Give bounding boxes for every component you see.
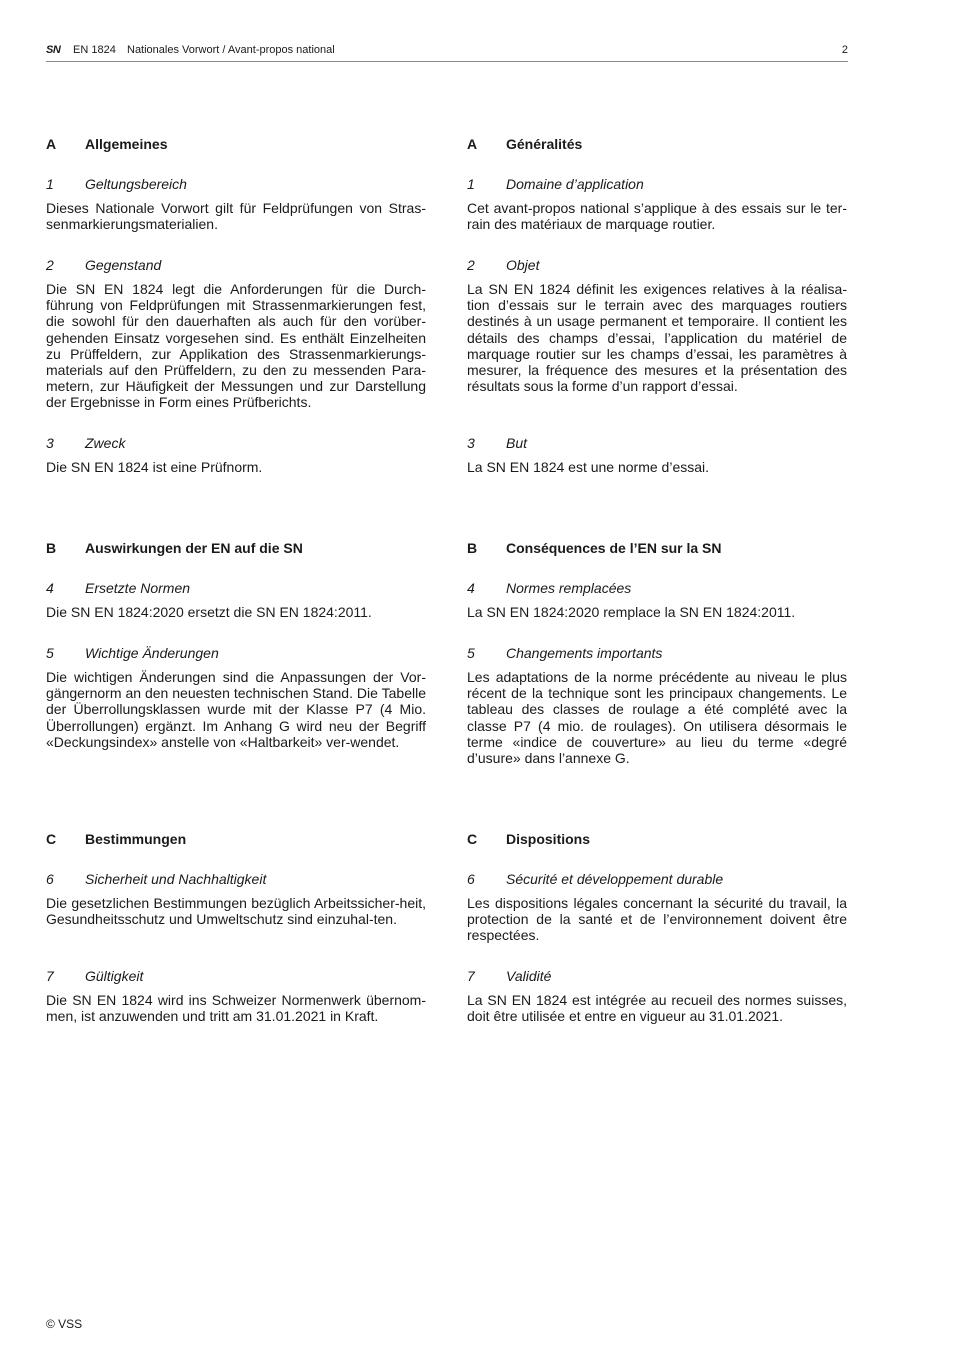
sub-title: Ersetzte Normen	[85, 580, 191, 596]
section-letter: B	[467, 540, 478, 556]
section-title: Dispositions	[506, 831, 591, 847]
sub-title: Gegenstand	[85, 257, 162, 273]
section-title: Bestimmungen	[85, 831, 187, 847]
sub-number: 7	[467, 968, 475, 984]
page-header	[46, 43, 848, 62]
fr-paragraph-6: Les dispositions légales concernant la sécurité du travail, la protection de la santé et de l’environnement doivent être respectées.	[467, 895, 847, 944]
sub-number: 1	[46, 176, 54, 192]
de-paragraph-3: Die SN EN 1824 ist eine Prüfnorm.	[46, 459, 263, 475]
header-title: Nationales Vorwort / Avant-propos national	[127, 44, 335, 56]
sub-title: Geltungsbereich	[85, 176, 187, 192]
sub-number: 7	[46, 968, 54, 984]
sub-number: 6	[467, 871, 475, 887]
sub-number: 3	[467, 435, 475, 451]
fr-paragraph-4: La SN EN 1824:2020 remplace la SN EN 1824:2011.	[467, 604, 796, 620]
fr-paragraph-7: La SN EN 1824 est intégrée au recueil des normes suisses, doit être utilisée et entre en vigueur au 31.01.2021.	[467, 992, 847, 1025]
section-title: Conséquences de l’EN sur la SN	[506, 540, 722, 556]
section-letter: B	[46, 540, 57, 556]
sub-number: 4	[46, 580, 54, 596]
de-paragraph-5: Die wichtigen Änderungen sind die Anpassungen der Vor-gängernorm an den neuesten technischen Stand. Die Tabelle der Überrollungsklassen wurde mit der Klasse P7 (4 Mio. Überrollungen) ergänzt. Im Anhang G wird neu der Begriff «Deckungsindex» anstelle von «Haltbarkeit» ver-wendet.	[46, 669, 426, 750]
sub-number: 5	[46, 645, 54, 661]
de-paragraph-6: Die gesetzlichen Bestimmungen bezüglich Arbeitssicher-heit, Gesundheitsschutz und Umweltschutz sind einzuhal-ten.	[46, 895, 426, 928]
sub-number: 2	[467, 257, 475, 273]
fr-paragraph-1: Cet avant-propos national s’applique à des essais sur le ter-rain des matériaux de marquage routier.	[467, 200, 847, 233]
sub-number: 1	[467, 176, 475, 192]
sub-title: Domaine d’application	[506, 176, 644, 192]
sub-title: Objet	[506, 257, 540, 273]
section-letter: A	[467, 136, 478, 152]
fr-paragraph-2: La SN EN 1824 définit les exigences relatives à la réalisa-tion d’essais sur le terrain avec des marquages routiers destinés à un usage permanent et temporaire. Il contient les détails des champs d’essai, l’application du matériel de marquage routier sur les champs d’essai, les paramètres à mesurer, la fréquence des mesures et la présentation des résultats sous la forme d’un rapport d’essai.	[467, 281, 847, 395]
sub-number: 4	[467, 580, 475, 596]
fr-paragraph-5: Les adaptations de la norme précédente au niveau le plus récent de la technique sont les principaux changements. Le tableau des classes de roulage a été complété avec la classe P7 (4 mio. de roulages). On utilisera désormais le terme «indice de couverture» au lieu du terme «degré d’usure» dans l’annexe G.	[467, 669, 847, 767]
section-letter: C	[46, 831, 57, 847]
copyright-footer: © VSS	[46, 1317, 83, 1331]
section-letter: A	[46, 136, 57, 152]
sub-title: Normes remplacées	[506, 580, 632, 596]
sn-logo: SN	[46, 44, 61, 56]
fr-paragraph-3: La SN EN 1824 est une norme d’essai.	[467, 459, 710, 475]
sub-title: Sécurité et développement durable	[506, 871, 724, 887]
sub-number: 6	[46, 871, 54, 887]
de-paragraph-1: Dieses Nationale Vorwort gilt für Feldprüfungen von Stras-senmarkierungsmaterialien.	[46, 200, 426, 233]
de-paragraph-7: Die SN EN 1824 wird ins Schweizer Normenwerk übernom-men, ist anzuwenden und tritt am 31.01.2021 in Kraft.	[46, 992, 426, 1025]
sub-title: Validité	[506, 968, 552, 984]
section-title: Généralités	[506, 136, 583, 152]
sub-title: Changements importants	[506, 645, 663, 661]
sub-number: 5	[467, 645, 475, 661]
doc-number: EN 1824	[73, 44, 116, 56]
sub-title: Sicherheit und Nachhaltigkeit	[85, 871, 267, 887]
de-paragraph-2: Die SN EN 1824 legt die Anforderungen für die Durch-führung von Feldprüfungen mit Strassenmarkierungen fest, die sowohl für den dauerhaften als auch für den vorüber-gehenden Einsatz vorgesehen sind. Es enthält Einzelheiten zu Prüffeldern, zur Applikation des Strassenmarkierungs-materials auf den Prüffeldern, zu den zu messenden Para-metern, zur Häufigkeit der Messungen und zur Darstellung der Ergebnisse in Form eines Prüfberichts.	[46, 281, 426, 411]
sub-title: Gültigkeit	[85, 968, 144, 984]
page-number: 2	[841, 44, 848, 56]
sub-title: Zweck	[85, 435, 126, 451]
de-paragraph-4: Die SN EN 1824:2020 ersetzt die SN EN 1824:2011.	[46, 604, 372, 620]
section-title: Auswirkungen der EN auf die SN	[85, 540, 303, 556]
sub-number: 2	[46, 257, 54, 273]
section-letter: C	[467, 831, 478, 847]
section-title: Allgemeines	[85, 136, 168, 152]
sub-title: Wichtige Änderungen	[85, 645, 219, 661]
sub-title: But	[506, 435, 528, 451]
sub-number: 3	[46, 435, 54, 451]
